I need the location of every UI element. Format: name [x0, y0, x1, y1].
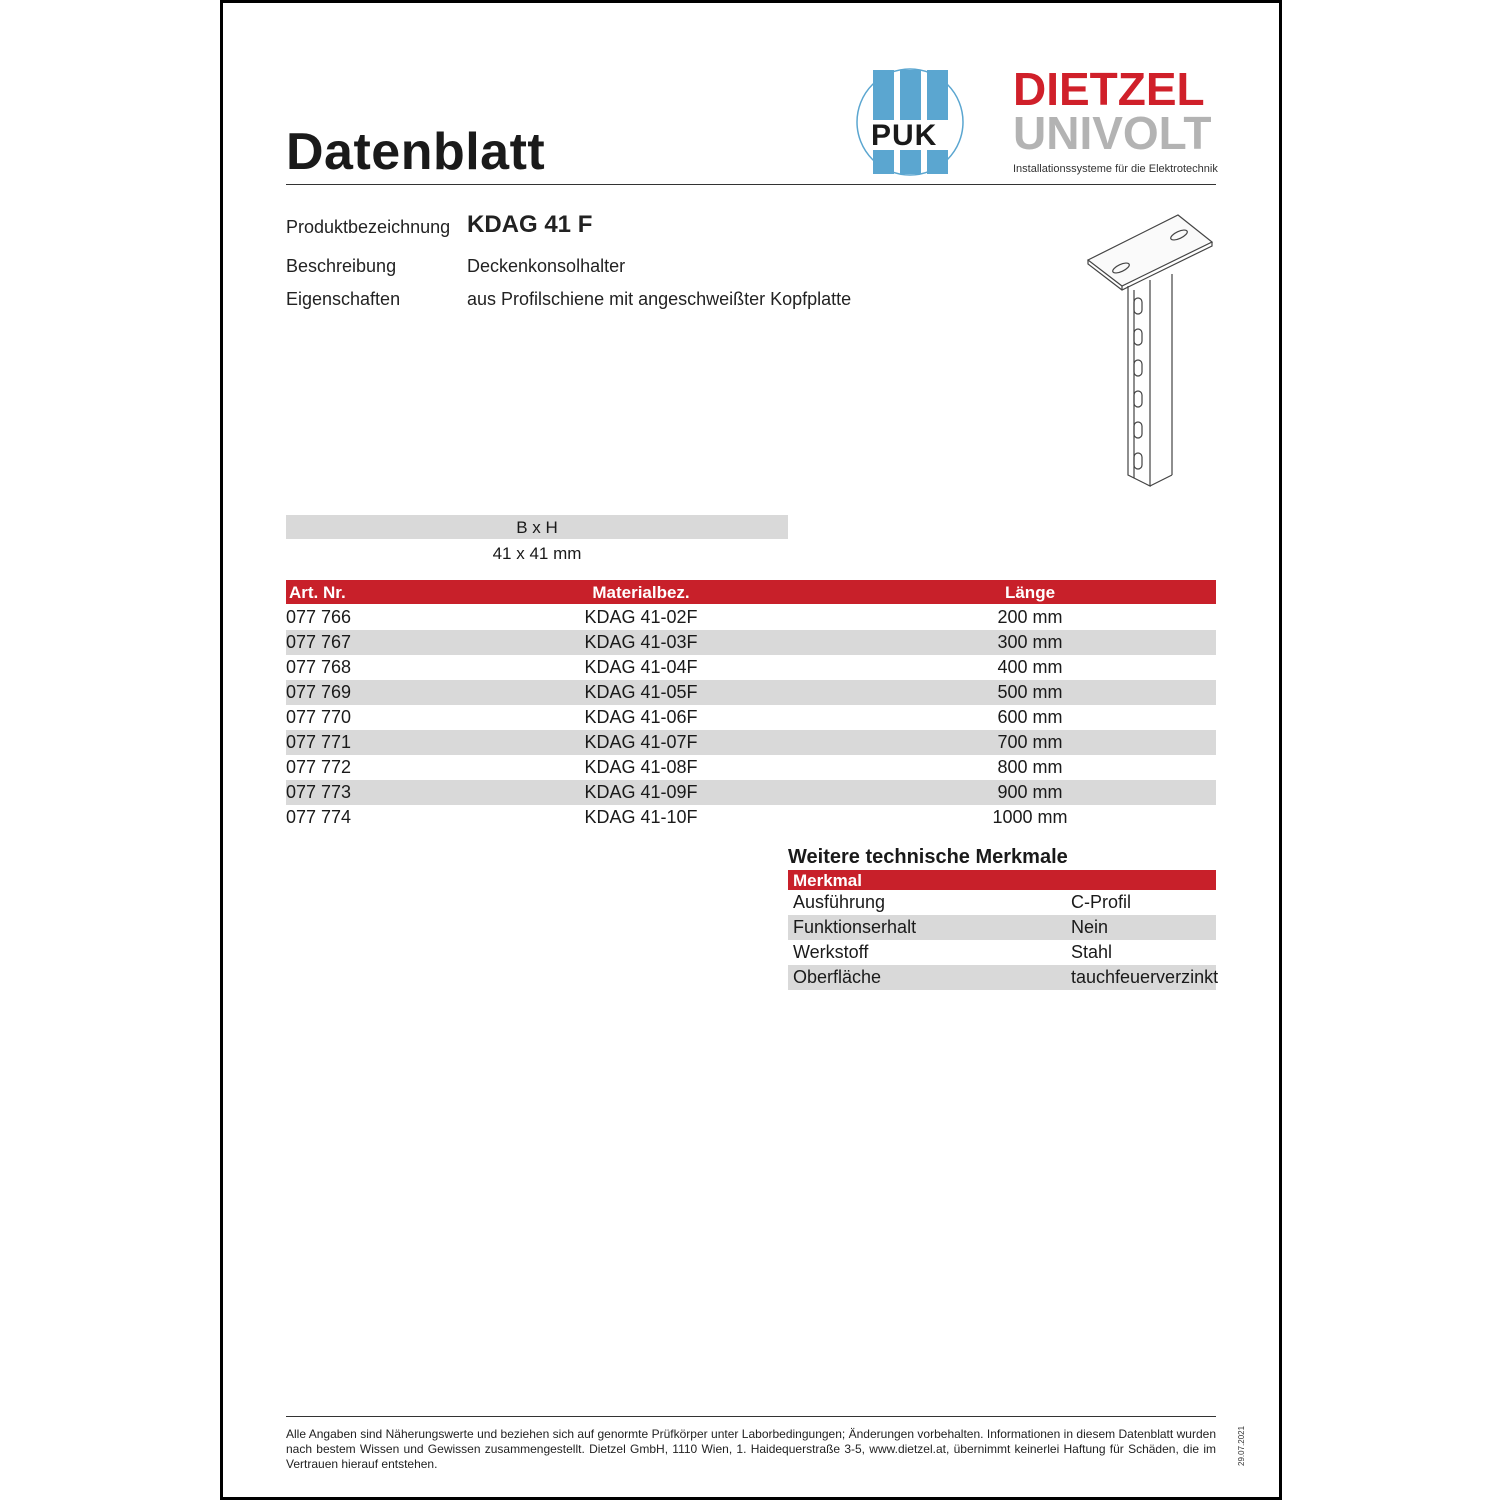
table-row [286, 730, 1216, 755]
col-header-length: Länge [1004, 583, 1056, 602]
length-cell: 400 mm [997, 657, 1063, 677]
feature-key: Oberfläche [793, 967, 882, 987]
feature-value: C-Profil [1071, 892, 1132, 912]
material-cell: KDAG 41-02F [584, 607, 698, 627]
features-header-label: Merkmal [793, 871, 862, 890]
table-row [286, 755, 1216, 780]
length-cell: 500 mm [997, 682, 1063, 702]
table-row [788, 965, 1219, 990]
material-cell: KDAG 41-07F [584, 732, 698, 752]
table-row [286, 780, 1216, 805]
material-cell: KDAG 41-09F [584, 782, 698, 802]
art-nr-cell: 077 773 [286, 782, 352, 802]
dimensions-value: 41 x 41 mm [492, 544, 582, 563]
art-nr-cell: 077 772 [286, 757, 352, 777]
document-date: 29.07.2021 [1237, 1425, 1246, 1466]
features-title: Weitere technische Merkmale [788, 846, 1068, 868]
material-cell: KDAG 41-04F [584, 657, 698, 677]
table-row [286, 655, 1216, 680]
footer-disclaimer: Alle Angaben sind Näherungswerte und beziehen sich auf genormte Prüfkörper unter Laborbedingungen; Änderungen vorbehalten. Informationen in diesem Datenblatt wurden nach bestem Wissen und Gewissen zusammengestellt. Dietzel GmbH, 1110 Wien, 1. Haidequerstraße 3-5, www.dietzel.at, übernimmt keinerlei Haftung für Schäden, die im Vertrauen hierauf entstehen. [286, 1427, 1216, 1471]
puk-logo-text: PUK [871, 119, 938, 152]
feature-key: Funktionserhalt [793, 917, 917, 937]
table-row [286, 680, 1216, 705]
product-name-value: KDAG 41 F [467, 211, 593, 238]
feature-value: Nein [1071, 917, 1109, 937]
art-nr-cell: 077 767 [286, 632, 352, 652]
page-title: Datenblatt [286, 123, 546, 181]
feature-value: Stahl [1071, 942, 1113, 962]
table-row [286, 630, 1216, 655]
product-drawing [1080, 210, 1220, 490]
feature-key: Werkstoff [793, 942, 869, 962]
univolt-logo-text: UNIVOLT [1013, 107, 1212, 159]
table-row [788, 940, 1216, 965]
feature-key: Ausführung [793, 892, 886, 912]
logo-tagline: Installationssysteme für die Elektrotechnik [1013, 163, 1218, 175]
length-cell: 200 mm [997, 607, 1063, 627]
articles-table-header [286, 580, 1216, 604]
length-cell: 700 mm [997, 732, 1063, 752]
col-header-material: Materialbez. [592, 583, 690, 602]
table-row [788, 915, 1216, 940]
material-cell: KDAG 41-03F [584, 632, 698, 652]
material-cell: KDAG 41-05F [584, 682, 698, 702]
length-cell: 900 mm [997, 782, 1063, 802]
dimensions-header: B x H [516, 518, 558, 537]
length-cell: 1000 mm [992, 807, 1068, 827]
description-value: Deckenkonsolhalter [467, 256, 626, 276]
material-cell: KDAG 41-10F [584, 807, 698, 827]
col-header-art-nr: Art. Nr. [289, 583, 346, 602]
art-nr-cell: 077 766 [286, 607, 352, 627]
puk-logo [855, 68, 967, 176]
length-cell: 800 mm [997, 757, 1063, 777]
properties-label: Eigenschaften [286, 289, 401, 309]
material-cell: KDAG 41-06F [584, 707, 698, 727]
table-row [286, 805, 1216, 830]
header-divider [286, 184, 1216, 185]
product-name-label: Produktbezeichnung [286, 217, 451, 237]
art-nr-cell: 077 769 [286, 682, 352, 702]
dietzel-logo-text: DIETZEL [1013, 63, 1205, 115]
length-cell: 300 mm [997, 632, 1063, 652]
length-cell: 600 mm [997, 707, 1063, 727]
feature-value: tauchfeuerverzinkt [1071, 967, 1219, 987]
art-nr-cell: 077 774 [286, 807, 352, 827]
description-label: Beschreibung [286, 256, 397, 276]
footer-divider [286, 1416, 1216, 1417]
art-nr-cell: 077 771 [286, 732, 352, 752]
art-nr-cell: 077 768 [286, 657, 352, 677]
art-nr-cell: 077 770 [286, 707, 352, 727]
material-cell: KDAG 41-08F [584, 757, 698, 777]
articles-table-body [286, 605, 1216, 830]
table-row [286, 705, 1216, 730]
properties-value: aus Profilschiene mit angeschweißter Kopfplatte [467, 289, 852, 309]
table-row [788, 890, 1216, 915]
features-table-body [788, 890, 1219, 990]
table-row [286, 605, 1216, 630]
features-table-header [788, 870, 1216, 890]
